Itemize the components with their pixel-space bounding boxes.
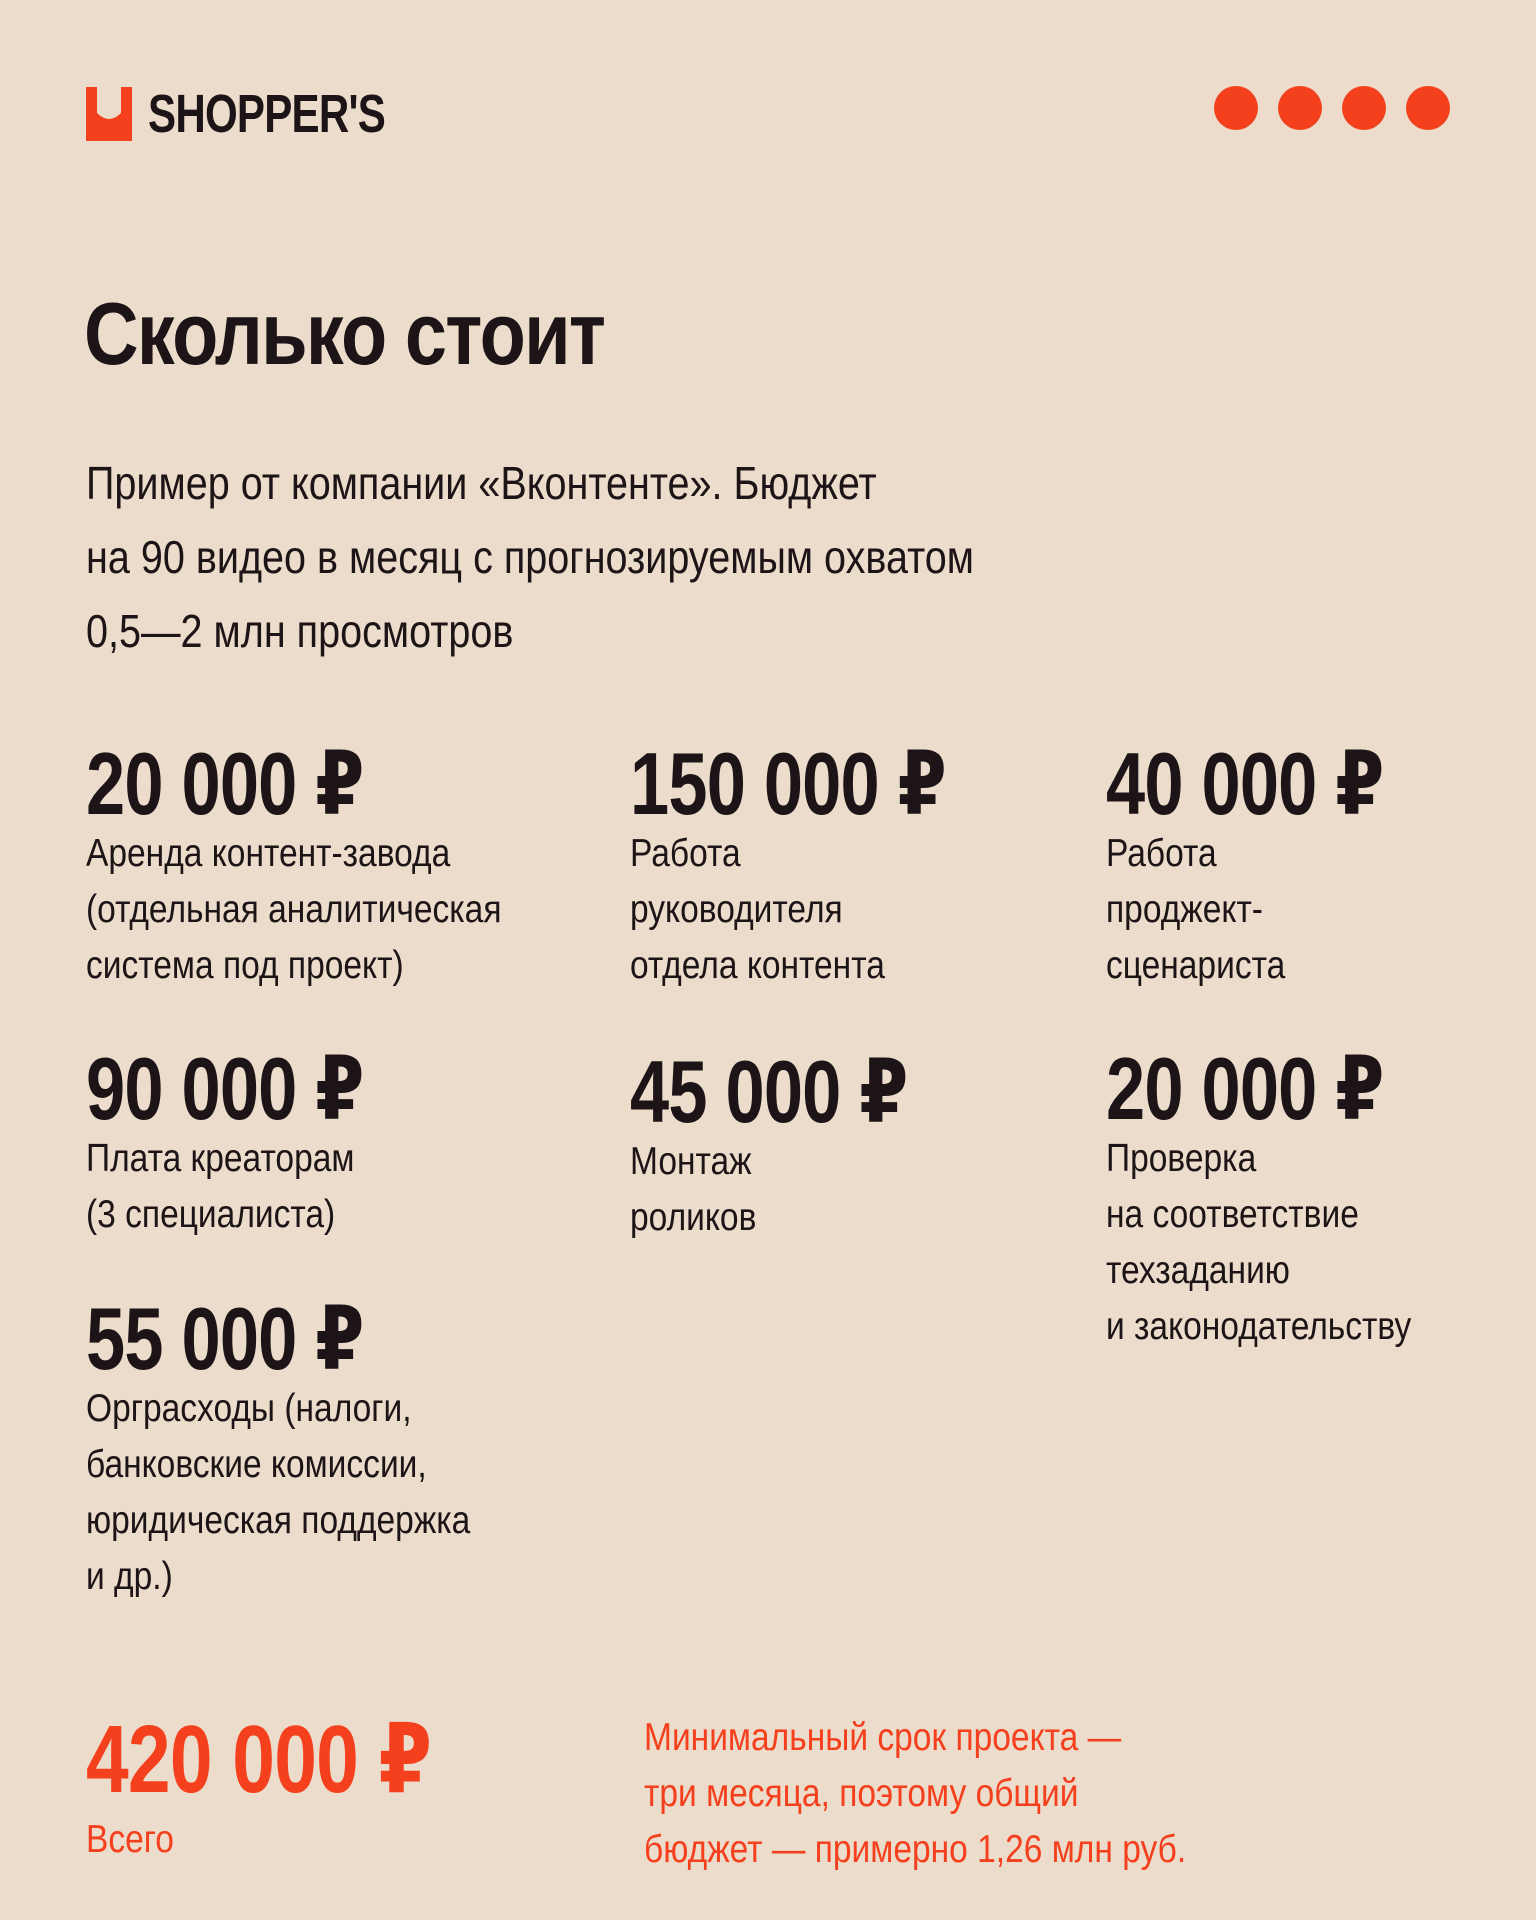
dot-icon xyxy=(1278,86,1322,130)
cost-amount: 40 000 ₽ xyxy=(1106,734,1384,833)
cost-description-line: банковские комиссии, xyxy=(86,1443,427,1486)
cost-description xyxy=(86,1381,470,1605)
dot-icon xyxy=(1342,86,1386,130)
subtitle-line: Пример от компании «Вконтенте». Бюджет xyxy=(86,457,877,509)
page-subtitle xyxy=(86,446,1204,668)
cost-description-line: Работа xyxy=(1106,832,1217,875)
dot-icon xyxy=(1214,86,1258,130)
dot-icon xyxy=(1406,86,1450,130)
cost-item-scriptwriter xyxy=(1106,734,1453,994)
project-duration-note xyxy=(644,1710,1186,1878)
cost-description xyxy=(630,826,970,994)
cost-amount: 45 000 ₽ xyxy=(630,1042,908,1141)
cost-description xyxy=(86,1131,384,1243)
brand-logo[interactable] xyxy=(86,86,452,142)
subtitle-line: на 90 видео в месяц с прогнозируемым охватом xyxy=(86,531,974,583)
cost-description-line: отдела контента xyxy=(630,944,885,987)
cost-description-line: роликов xyxy=(630,1196,757,1239)
cost-amount: 20 000 ₽ xyxy=(1106,1039,1384,1138)
cost-description-line: на соответствие xyxy=(1106,1193,1359,1236)
cost-item-content-factory xyxy=(86,734,569,994)
note-line: три месяца, поэтому общий xyxy=(644,1772,1079,1815)
cost-description xyxy=(86,826,502,994)
cost-amount: 20 000 ₽ xyxy=(86,734,364,833)
note-line: бюджет — примерно 1,26 млн руб. xyxy=(644,1828,1187,1871)
cost-amount: 55 000 ₽ xyxy=(86,1289,364,1388)
cost-description xyxy=(630,1134,928,1246)
page-title: Сколько стоит xyxy=(84,284,605,383)
cost-item-compliance xyxy=(1106,1039,1461,1355)
cost-description xyxy=(1106,1131,1411,1355)
cost-item-editing xyxy=(630,1042,977,1246)
cost-description-line: сценариста xyxy=(1106,944,1286,987)
cost-item-creators xyxy=(86,1039,433,1243)
cost-amount: 150 000 ₽ xyxy=(630,734,946,833)
cost-description-line: Монтаж xyxy=(630,1140,752,1183)
subtitle-line: 0,5—2 млн просмотров xyxy=(86,605,514,657)
cost-description-line: (отдельная аналитическая xyxy=(86,888,502,931)
cost-description-line: руководителя xyxy=(630,888,843,931)
total-amount: 420 000 ₽ xyxy=(86,1706,432,1813)
header xyxy=(86,80,1450,150)
cost-description-line: Работа xyxy=(630,832,741,875)
cost-description-line: и законодательству xyxy=(1106,1305,1412,1348)
cost-description-line: юридическая поддержка xyxy=(86,1499,471,1542)
cost-item-overhead xyxy=(86,1289,533,1605)
brand-name: SHOPPER'S xyxy=(148,84,386,144)
cost-description-line: (3 специалиста) xyxy=(86,1193,336,1236)
cost-description-line: Проверка xyxy=(1106,1137,1257,1180)
cost-item-content-head xyxy=(630,734,1025,994)
cost-description-line: система под проект) xyxy=(86,944,404,987)
cost-description-line: Аренда контент-завода xyxy=(86,832,451,875)
cost-description-line: и др.) xyxy=(86,1555,173,1598)
dots-menu[interactable] xyxy=(1214,86,1450,130)
cost-description xyxy=(1106,826,1404,994)
total-label: Всего xyxy=(86,1818,174,1861)
note-line: Минимальный срок проекта — xyxy=(644,1716,1122,1759)
cost-amount: 90 000 ₽ xyxy=(86,1039,364,1138)
cost-description-line: техзаданию xyxy=(1106,1249,1290,1292)
cost-description-line: проджект- xyxy=(1106,888,1263,931)
shopping-bag-icon xyxy=(86,87,132,141)
cost-description-line: Орграсходы (налоги, xyxy=(86,1387,412,1430)
cost-description-line: Плата креаторам xyxy=(86,1137,355,1180)
